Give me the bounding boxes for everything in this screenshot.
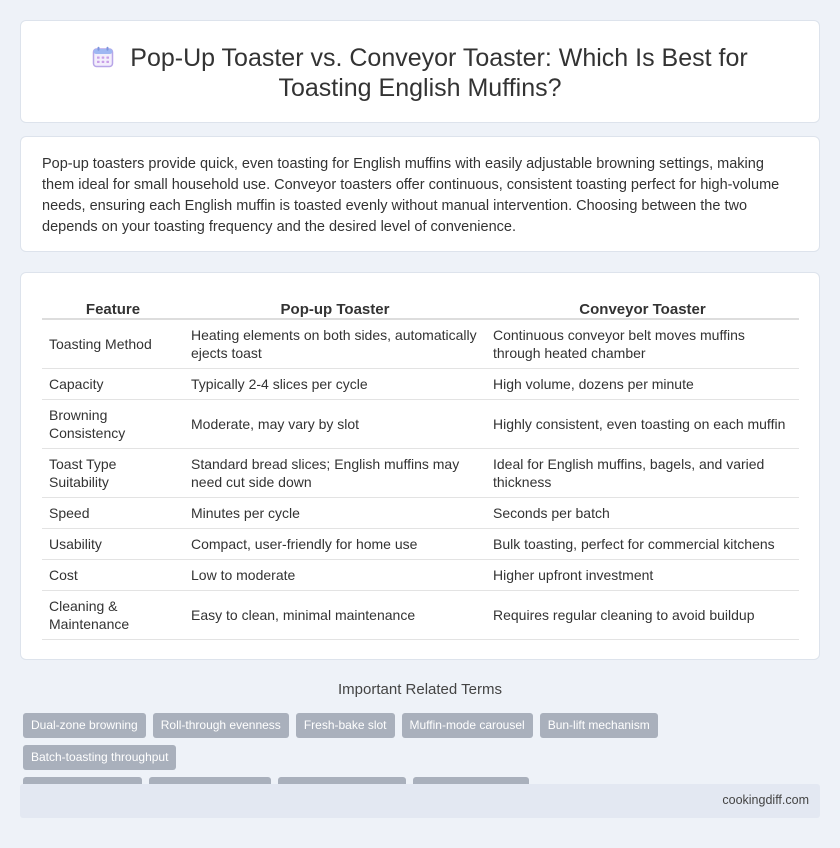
feature-cell: Browning Consistency: [42, 399, 184, 448]
feature-cell: Usability: [42, 528, 184, 559]
conveyor-cell: Requires regular cleaning to avoid buildup: [486, 590, 799, 639]
header-card: [20, 20, 820, 123]
table-row: [42, 319, 799, 368]
popup-cell: Standard bread slices; English muffins may need cut side down: [184, 448, 486, 497]
conveyor-cell: High volume, dozens per minute: [486, 368, 799, 399]
page-title: Pop-Up Toaster vs. Conveyor Toaster: Which Is Best for Toasting English Muffins?: [130, 44, 748, 102]
tag-dual-zone-browning[interactable]: Dual-zone browning: [23, 713, 146, 738]
calendar-icon: [92, 46, 114, 68]
page-title-wrap: [21, 43, 819, 103]
header-feature: Feature: [42, 293, 184, 319]
feature-cell: Capacity: [42, 368, 184, 399]
table-row: [42, 528, 799, 559]
conveyor-cell: Bulk toasting, perfect for commercial kitchens: [486, 528, 799, 559]
table-row: [42, 590, 799, 639]
footer: [20, 784, 820, 818]
conveyor-cell: Higher upfront investment: [486, 559, 799, 590]
footer-site-link[interactable]: cookingdiff.com: [722, 793, 809, 807]
header-popup: Pop-up Toaster: [184, 293, 486, 319]
tag-batch-toasting-throughput[interactable]: Batch-toasting throughput: [23, 745, 176, 770]
comparison-table: [42, 293, 799, 640]
tag-roll-through-evenness[interactable]: Roll-through evenness: [153, 713, 289, 738]
feature-cell: Toast Type Suitability: [42, 448, 184, 497]
popup-cell: Low to moderate: [184, 559, 486, 590]
intro-paragraph: Pop-up toasters provide quick, even toasting for English muffins with easily adjustable browning settings, making them ideal for small household use. Conveyor toasters offer continuous, consistent toasting perfect for high-volume needs, ensuring each English muffin is toasted evenly without manual intervention. Choosing between the two depends on your toasting frequency and the desired level of convenience.: [42, 156, 780, 235]
related-terms-title: Important Related Terms: [338, 681, 502, 698]
table-row: [42, 448, 799, 497]
popup-cell: Minutes per cycle: [184, 497, 486, 528]
tag-muffin-mode-carousel[interactable]: Muffin-mode carousel: [402, 713, 533, 738]
popup-cell: Compact, user-friendly for home use: [184, 528, 486, 559]
feature-cell: Toasting Method: [42, 319, 184, 368]
conveyor-cell: Highly consistent, even toasting on each muffin: [486, 399, 799, 448]
popup-cell: Moderate, may vary by slot: [184, 399, 486, 448]
table-header-row: [42, 293, 799, 319]
popup-cell: Typically 2-4 slices per cycle: [184, 368, 486, 399]
feature-cell: Cost: [42, 559, 184, 590]
conveyor-cell: Seconds per batch: [486, 497, 799, 528]
header-conveyor: Conveyor Toaster: [486, 293, 799, 319]
table-row: [42, 399, 799, 448]
popup-cell: Easy to clean, minimal maintenance: [184, 590, 486, 639]
table-row: [42, 368, 799, 399]
tag-bun-lift-mechanism[interactable]: Bun-lift mechanism: [540, 713, 658, 738]
intro-card: [20, 136, 820, 252]
table-row: [42, 497, 799, 528]
comparison-card: [20, 272, 820, 660]
tag-fresh-bake-slot[interactable]: Fresh-bake slot: [296, 713, 395, 738]
feature-cell: Speed: [42, 497, 184, 528]
conveyor-cell: Ideal for English muffins, bagels, and varied thickness: [486, 448, 799, 497]
conveyor-cell: Continuous conveyor belt moves muffins through heated chamber: [486, 319, 799, 368]
feature-cell: Cleaning & Maintenance: [42, 590, 184, 639]
tag-row: [23, 713, 823, 764]
popup-cell: Heating elements on both sides, automatically ejects toast: [184, 319, 486, 368]
table-row: [42, 559, 799, 590]
